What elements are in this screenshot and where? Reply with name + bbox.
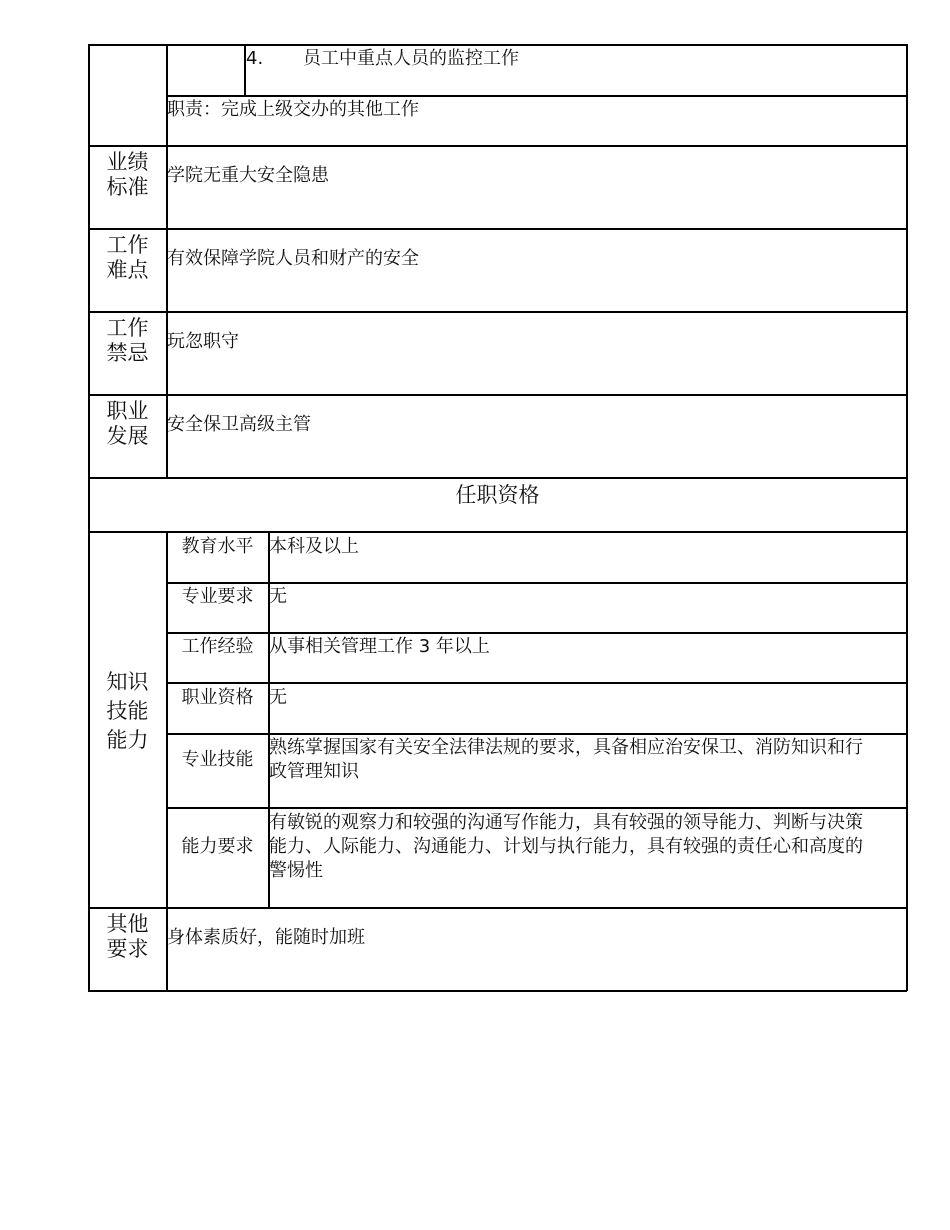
label-line: 工作 — [106, 316, 149, 340]
table-border — [166, 95, 907, 97]
table-border — [166, 807, 907, 809]
other-duty-text: 职责：完成上级交办的其他工作 — [167, 99, 419, 120]
section-content-taboo: 玩忽职守 — [167, 331, 239, 352]
qualification-label: 专业要求 — [181, 586, 254, 607]
table-border — [906, 44, 908, 991]
label-line: 知识 — [106, 670, 149, 694]
label-line: 禁忌 — [106, 341, 149, 365]
section-content-performance: 学院无重大安全隐患 — [167, 165, 329, 186]
table-border — [88, 311, 907, 313]
table-border — [166, 632, 907, 634]
label-line: 业绩 — [106, 150, 149, 174]
qualification-label: 教育水平 — [181, 536, 254, 557]
table-border — [166, 682, 907, 684]
responsibility-item-text: 员工中重点人员的监控工作 — [303, 48, 519, 69]
label-line: 其他 — [106, 912, 149, 936]
section-content-difficulty: 有效保障学院人员和财产的安全 — [167, 248, 419, 269]
section-label-performance — [89, 150, 166, 200]
qualifications-heading: 任职资格 — [455, 483, 540, 507]
label-line: 能力 — [106, 728, 149, 752]
qualification-value: 无 — [269, 687, 287, 708]
value-line: 警惕性 — [269, 860, 323, 881]
qualification-value — [269, 811, 863, 883]
knowledge-skills-label — [89, 668, 166, 755]
label-line: 难点 — [106, 258, 149, 282]
qualification-label: 专业技能 — [181, 749, 254, 770]
table-border — [166, 733, 907, 735]
qualification-value: 无 — [269, 586, 287, 607]
table-border — [88, 145, 907, 147]
section-label-difficulty — [89, 233, 166, 283]
value-line: 熟练掌握国家有关安全法律法规的要求，具备相应治安保卫、消防知识和行 — [269, 737, 863, 758]
other-requirements-label — [89, 912, 166, 962]
qualification-label: 职业资格 — [181, 687, 254, 708]
qualification-value: 从事相关管理工作 3 年以上 — [269, 636, 490, 657]
table-border — [88, 44, 907, 46]
table-border — [88, 531, 907, 533]
qualification-label: 工作经验 — [181, 636, 254, 657]
table-border — [88, 394, 907, 396]
table-border — [88, 990, 907, 992]
section-label-taboo — [89, 316, 166, 366]
other-requirements-content: 身体素质好，能随时加班 — [167, 927, 365, 948]
value-line: 能力、人际能力、沟通能力、计划与执行能力，具有较强的责任心和高度的 — [269, 836, 863, 857]
label-line: 工作 — [106, 233, 149, 257]
table-border — [166, 582, 907, 584]
responsibility-item-number: 4. — [246, 48, 264, 69]
label-line: 技能 — [106, 699, 149, 723]
qualification-value — [269, 736, 863, 784]
qualification-value: 本科及以上 — [269, 536, 359, 557]
table-border — [88, 907, 907, 909]
section-content-career: 安全保卫高级主管 — [167, 414, 311, 435]
table-border — [88, 477, 907, 479]
label-line: 要求 — [106, 937, 149, 961]
section-label-career — [89, 399, 166, 449]
qualification-label: 能力要求 — [181, 836, 254, 857]
label-line: 标准 — [106, 175, 149, 199]
value-line: 政管理知识 — [269, 761, 359, 782]
label-line: 职业 — [106, 399, 149, 423]
value-line: 有敏锐的观察力和较强的沟通写作能力，具有较强的领导能力、判断与决策 — [269, 812, 863, 833]
table-border — [88, 228, 907, 230]
label-line: 发展 — [106, 424, 149, 448]
